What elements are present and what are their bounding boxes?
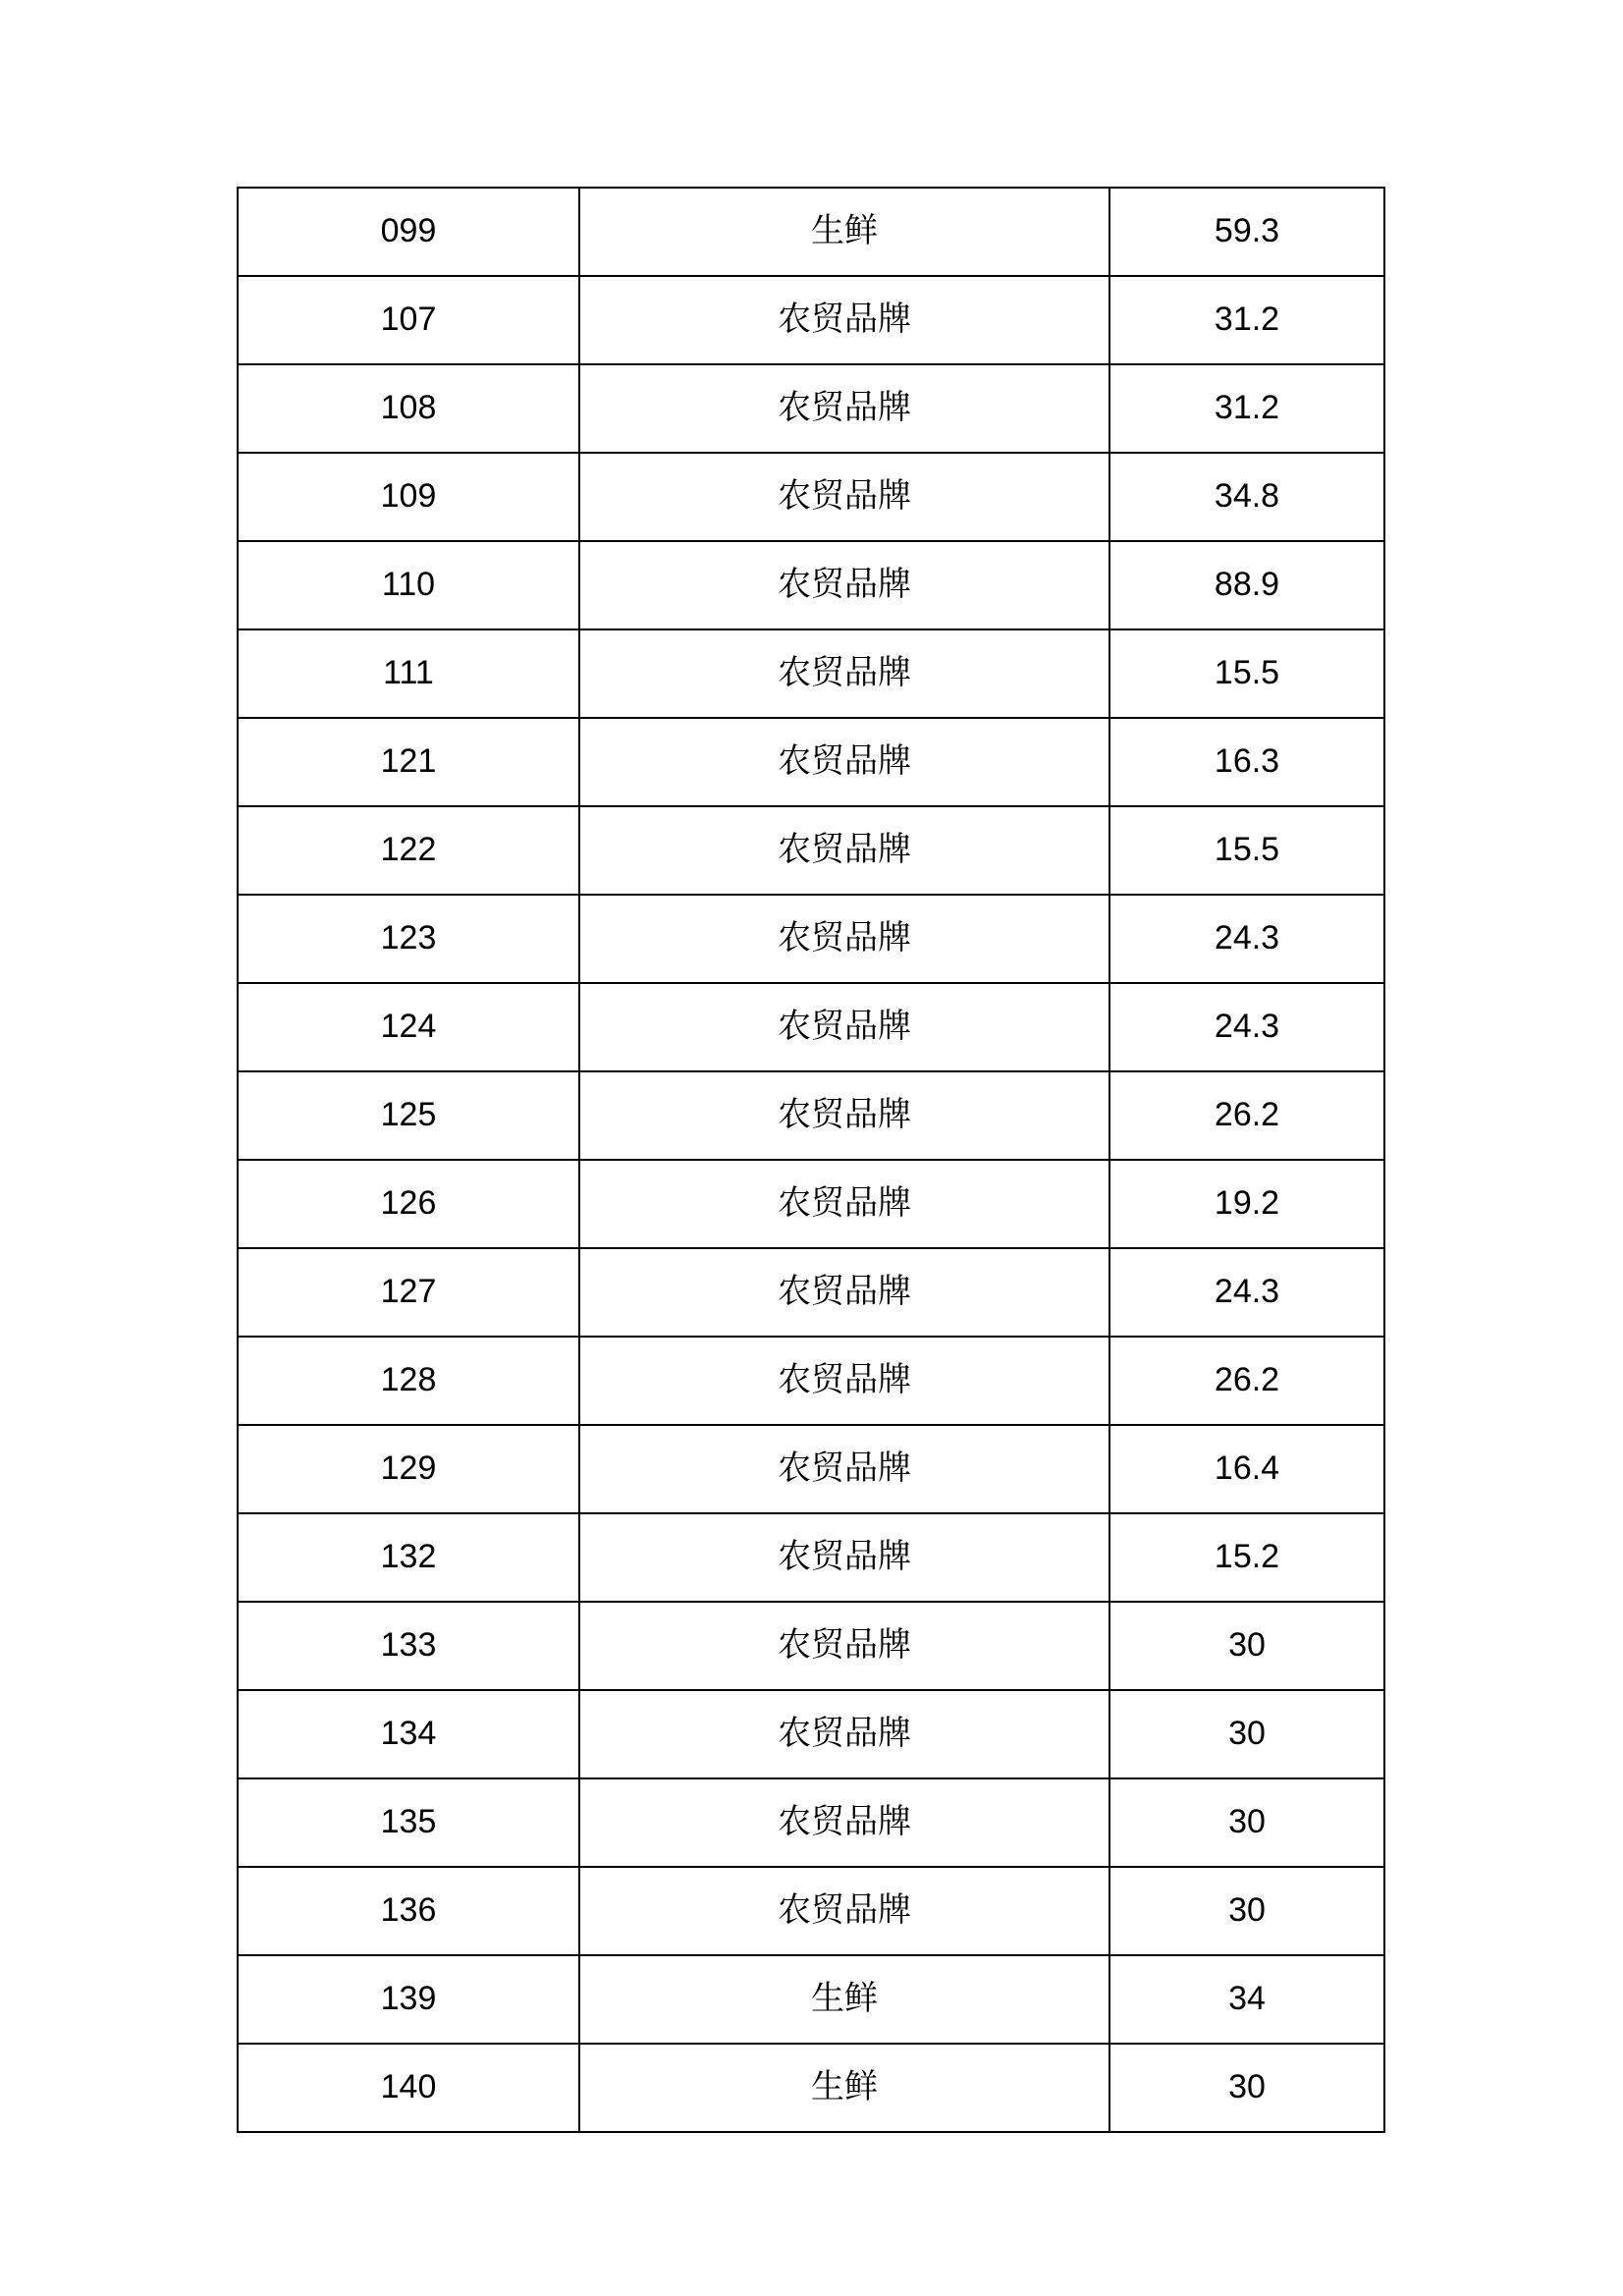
cell-value: 31.2 xyxy=(1109,364,1384,453)
table-row xyxy=(238,629,1384,718)
cell-code: 136 xyxy=(238,1867,579,1955)
table-row xyxy=(238,1513,1384,1602)
cell-code: 129 xyxy=(238,1425,579,1513)
cell-code: 123 xyxy=(238,895,579,983)
table-row xyxy=(238,1778,1384,1867)
cell-category: 农贸品牌 xyxy=(579,364,1109,453)
cell-category: 农贸品牌 xyxy=(579,629,1109,718)
cell-category: 农贸品牌 xyxy=(579,541,1109,629)
cell-category: 农贸品牌 xyxy=(579,1160,1109,1248)
cell-value: 26.2 xyxy=(1109,1071,1384,1160)
cell-code: 099 xyxy=(238,188,579,276)
cell-value: 30 xyxy=(1109,1690,1384,1778)
table-row xyxy=(238,2044,1384,2132)
cell-code: 128 xyxy=(238,1337,579,1425)
cell-code: 140 xyxy=(238,2044,579,2132)
cell-value: 30 xyxy=(1109,1602,1384,1690)
cell-value: 15.2 xyxy=(1109,1513,1384,1602)
cell-value: 31.2 xyxy=(1109,276,1384,364)
cell-code: 134 xyxy=(238,1690,579,1778)
cell-code: 127 xyxy=(238,1248,579,1337)
cell-code: 135 xyxy=(238,1778,579,1867)
cell-code: 111 xyxy=(238,629,579,718)
cell-value: 30 xyxy=(1109,2044,1384,2132)
data-table xyxy=(237,187,1385,2133)
cell-value: 59.3 xyxy=(1109,188,1384,276)
cell-category: 农贸品牌 xyxy=(579,895,1109,983)
cell-value: 30 xyxy=(1109,1867,1384,1955)
cell-category: 生鲜 xyxy=(579,1955,1109,2044)
table-row xyxy=(238,983,1384,1071)
table-row xyxy=(238,1955,1384,2044)
cell-value: 15.5 xyxy=(1109,806,1384,895)
table-row xyxy=(238,276,1384,364)
data-table-container xyxy=(237,187,1383,2133)
cell-code: 124 xyxy=(238,983,579,1071)
cell-code: 122 xyxy=(238,806,579,895)
cell-value: 26.2 xyxy=(1109,1337,1384,1425)
cell-value: 16.3 xyxy=(1109,718,1384,806)
cell-category: 农贸品牌 xyxy=(579,1071,1109,1160)
table-row xyxy=(238,453,1384,541)
cell-code: 132 xyxy=(238,1513,579,1602)
cell-value: 24.3 xyxy=(1109,1248,1384,1337)
cell-value: 88.9 xyxy=(1109,541,1384,629)
table-row xyxy=(238,1690,1384,1778)
cell-category: 农贸品牌 xyxy=(579,1867,1109,1955)
table-row xyxy=(238,188,1384,276)
cell-value: 15.5 xyxy=(1109,629,1384,718)
cell-category: 生鲜 xyxy=(579,2044,1109,2132)
cell-category: 农贸品牌 xyxy=(579,276,1109,364)
cell-category: 农贸品牌 xyxy=(579,983,1109,1071)
cell-code: 125 xyxy=(238,1071,579,1160)
cell-code: 108 xyxy=(238,364,579,453)
table-row xyxy=(238,364,1384,453)
cell-value: 16.4 xyxy=(1109,1425,1384,1513)
cell-category: 农贸品牌 xyxy=(579,1337,1109,1425)
cell-value: 24.3 xyxy=(1109,983,1384,1071)
cell-code: 110 xyxy=(238,541,579,629)
cell-category: 农贸品牌 xyxy=(579,1248,1109,1337)
cell-category: 农贸品牌 xyxy=(579,1602,1109,1690)
table-row xyxy=(238,541,1384,629)
cell-category: 农贸品牌 xyxy=(579,718,1109,806)
cell-code: 109 xyxy=(238,453,579,541)
table-body xyxy=(238,188,1384,2132)
cell-value: 34.8 xyxy=(1109,453,1384,541)
cell-value: 24.3 xyxy=(1109,895,1384,983)
cell-category: 生鲜 xyxy=(579,188,1109,276)
cell-value: 19.2 xyxy=(1109,1160,1384,1248)
table-row xyxy=(238,1248,1384,1337)
table-row xyxy=(238,895,1384,983)
cell-category: 农贸品牌 xyxy=(579,1690,1109,1778)
cell-category: 农贸品牌 xyxy=(579,1425,1109,1513)
cell-category: 农贸品牌 xyxy=(579,1513,1109,1602)
cell-category: 农贸品牌 xyxy=(579,1778,1109,1867)
table-row xyxy=(238,1337,1384,1425)
cell-code: 121 xyxy=(238,718,579,806)
cell-code: 126 xyxy=(238,1160,579,1248)
cell-category: 农贸品牌 xyxy=(579,806,1109,895)
table-row xyxy=(238,1071,1384,1160)
cell-category: 农贸品牌 xyxy=(579,453,1109,541)
cell-code: 133 xyxy=(238,1602,579,1690)
cell-code: 139 xyxy=(238,1955,579,2044)
table-row xyxy=(238,806,1384,895)
cell-code: 107 xyxy=(238,276,579,364)
table-row xyxy=(238,1160,1384,1248)
table-row xyxy=(238,1867,1384,1955)
table-row xyxy=(238,1425,1384,1513)
table-row xyxy=(238,718,1384,806)
table-row xyxy=(238,1602,1384,1690)
cell-value: 34 xyxy=(1109,1955,1384,2044)
cell-value: 30 xyxy=(1109,1778,1384,1867)
